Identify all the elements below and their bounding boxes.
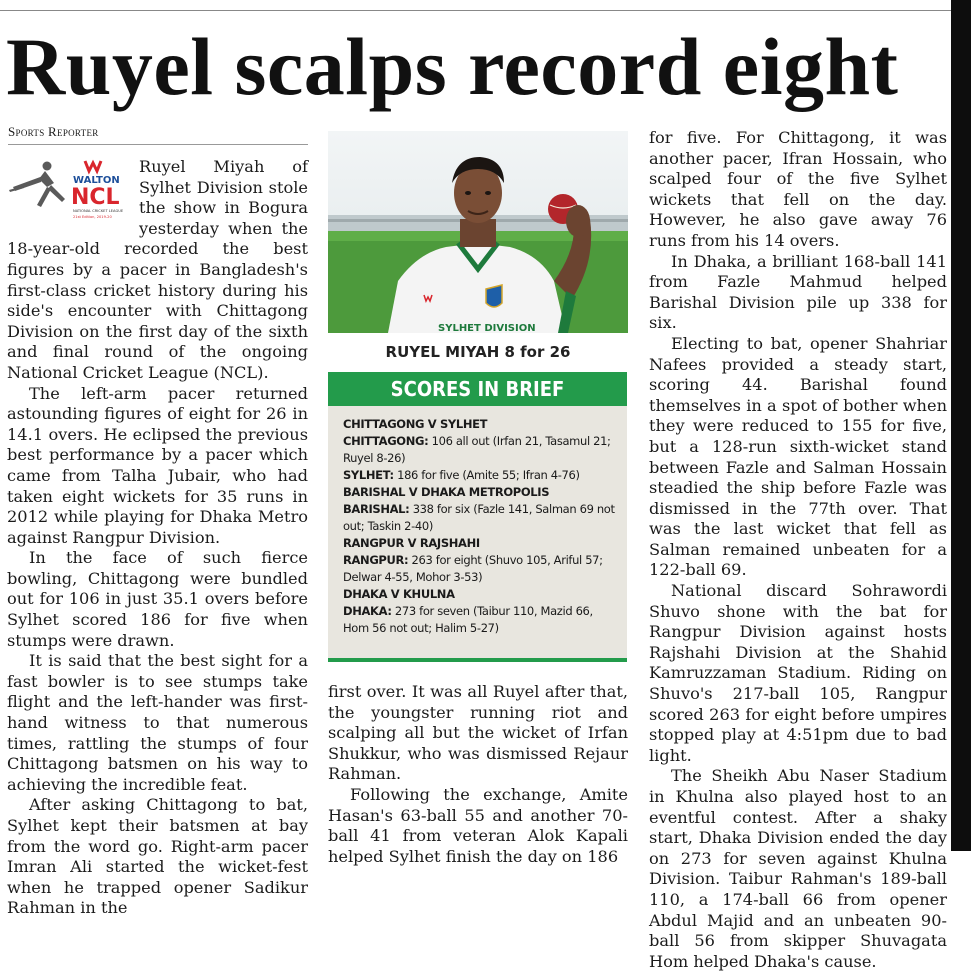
logo-mark: NCL [71, 185, 120, 210]
paragraph: It is said that the best sight for a fast bowler is to see stumps take flight and the left-hander was first-hand witness to that numerous times, rattling the stumps of four Chittagong batsmen on his way to achieving the incredible feat. [7, 651, 308, 794]
page-edge-bar [951, 0, 971, 851]
logo-season: 21st Edition, 2019-20 [73, 215, 112, 219]
logo-subtitle: NATIONAL CRICKET LEAGUE [73, 209, 124, 213]
walton-ncl-logo [7, 157, 131, 221]
team-name: CHITTAGONG: [343, 434, 429, 448]
score-text: 186 for five (Amite 55; Ifran 4-76) [393, 468, 580, 482]
score-text: 106 all out (Irfan 21, Tasamul 21; Ruyel 8-26) [343, 434, 611, 465]
match-title: CHITTAGONG V SYLHET [343, 417, 488, 431]
score-text: 338 for six (Fazle 141, Salman 69 not out; Taskin 2-40) [343, 502, 615, 533]
paragraph: The left-arm pacer returned astounding figures of eight for 26 in 14.1 overs. He eclipsed the previous best performance by a pacer which came from Talha Jubair, who had taken eight wickets for 35 runs in 2012 while playing for Dhaka Metro against Rangpur Division. [7, 383, 308, 547]
logo-brand: WALTON [73, 175, 120, 186]
team-name: DHAKA: [343, 604, 392, 618]
article-column-2 [328, 682, 628, 867]
player-photo [328, 131, 628, 333]
score-line [343, 603, 617, 637]
article-column-1 [7, 157, 308, 919]
match-title: DHAKA V KHULNA [343, 587, 455, 601]
paragraph: Electing to bat, opener Shahriar Nafees provided a steady start, scoring 44. Barishal found themselves in a spot of bother when they were reduced to 155 for five, but a 128-run sixth-wicket stand between Fazle and Salman Hossain steadied the ship before Fazle was dismissed in the 77th over. That was the last wicket that fell as Salman remained unbeaten for a 122-ball 69. [649, 333, 947, 580]
jersey-text: SYLHET DIVISION [438, 323, 536, 333]
paragraph: first over. It was all Ruyel after that, the youngster running riot and scalping all but the wicket of Irfan Shukkur, who was dismissed Rejaur Rahman. [328, 682, 628, 784]
team-name: RANGPUR: [343, 553, 409, 567]
paragraph: Ruyel Miyah of Sylhet Division stole the show in Bogura yesterday when the 18-year-old recorded the best figures by a pacer in Bangladesh's first-class cricket history during his side's encounter with Chittagong Division on the first day of the sixth and final round of the ongoing National Cricket League (NCL). [7, 157, 308, 382]
brief-title: SCORES IN BRIEF [328, 372, 627, 406]
team-name: SYLHET: [343, 468, 394, 482]
team-name: BARISHAL: [343, 502, 410, 516]
paragraph: In the face of such fierce bowling, Chittagong were bundled out for 106 in just 35.1 overs before Sylhet scored 186 for five when stumps were drawn. [7, 548, 308, 650]
score-line [343, 552, 617, 586]
photo-caption: RUYEL MIYAH 8 for 26 [385, 343, 571, 361]
score-line [343, 501, 617, 535]
scores-in-brief-box [328, 372, 627, 662]
match-title: BARISHAL V DHAKA METROPOLIS [343, 485, 550, 499]
paragraph: Following the exchange, Amite Hasan's 63-ball 55 and another 70-ball 41 from veteran Alok Kapali helped Sylhet finish the day on 186 [328, 784, 628, 866]
paragraph: The Sheikh Abu Naser Stadium in Khulna also played host to an eventful contest. After a shaky start, Dhaka Division ended the day on 273 for seven against Khulna Division. Taibur Rahman's 189-ball 110, a 174-ball 66 from opener Abdul Majid and an unbeaten 90-ball 56 from skipper Shuvagata Hom helped Dhaka's cause. [649, 766, 947, 971]
article-column-3 [649, 128, 947, 972]
paragraph: National discard Sohrawordi Shuvo shone with the bat for Rangpur Division against hosts Rajshahi Division at the Shahid Kamruzzaman Stadium. Riding on Shuvo's 217-ball 105, Rangpur scored 263 for eight before umpires stopped play at 4:51pm due to bad light. [649, 581, 947, 765]
byline: Sports Reporter [8, 124, 99, 139]
byline-rule [8, 144, 308, 145]
score-text: 263 for eight (Shuvo 105, Ariful 57; Delwar 4-55, Mohor 3-53) [343, 553, 603, 584]
brief-bottom-rule [328, 658, 627, 662]
match-title: RANGPUR V RAJSHAHI [343, 536, 480, 550]
paragraph: for five. For Chittagong, it was another pacer, Ifran Hossain, who scalped four of the five Sylhet wickets that fell on the day. However, he also gave away 76 runs from his 14 overs. [649, 128, 947, 250]
headline: Ruyel scalps record eight [6, 21, 899, 112]
top-rule [0, 10, 951, 11]
jersey-emblem-icon [486, 285, 502, 307]
score-line [343, 467, 617, 484]
score-line [343, 433, 617, 467]
paragraph: In Dhaka, a brilliant 168-ball 141 from Fazle Mahmud helped Barishal Division pile up 338 for six. [649, 251, 947, 333]
paragraph: After asking Chittagong to bat, Sylhet kept their batsmen at bay from the word go. Right-arm pacer Imran Ali started the wicket-fest when he trapped opener Sadikur Rahman in the [7, 795, 308, 918]
score-text: 273 for seven (Taibur 110, Mazid 66, Hom 56 not out; Halim 5-27) [343, 604, 593, 635]
